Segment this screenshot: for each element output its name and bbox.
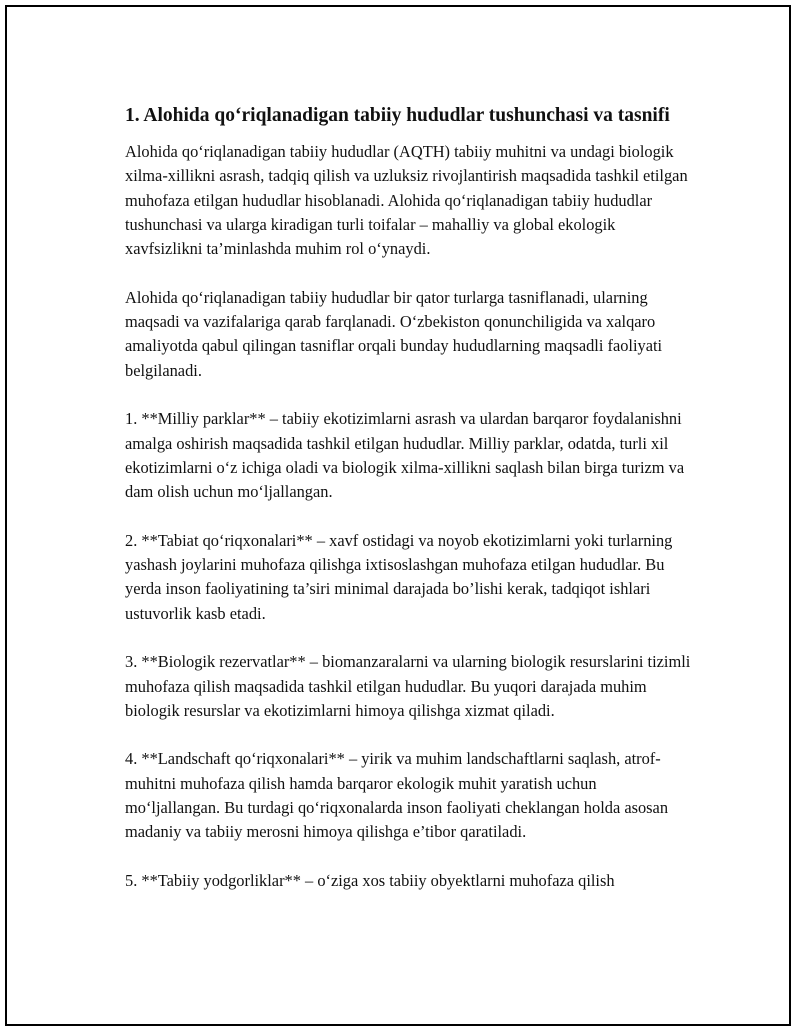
paragraph-intro: Alohida qo‘riqlanadigan tabiiy hududlar (AQTH) tabiiy muhitni va undagi biologik xilma-xillikni asrash, tadqiq qilish va uzluksiz rivojlantirish maqsadida tashkil etilgan muhofaza etilgan hududlar hisoblanadi. Alohida qo‘riqlanadigan tabiiy hududlar tushunchasi va ularga kiradigan turli toifalar – mahalliy va global ekologik xavfsizlikni ta’minlashda muhim rol o‘ynaydi. bbox=[125, 142, 688, 259]
document-body bbox=[125, 102, 695, 918]
paragraph-nature-reserves: 2. **Tabiat qo‘riqxonalari** – xavf ostidagi va noyob ekotizimlarni yoki turlarning yashash joylarini muhofaza qilishga ixtisoslashgan muhofaza etilgan hududlar. Bu yerda inson faoliyatining ta’siri minimal darajada bo’lishi kerak, tadqiqot ishlari ustuvorlik kasb etadi. bbox=[125, 530, 673, 623]
paragraph-classification: Alohida qo‘riqlanadigan tabiiy hududlar bir qator turlarga tasniflanadi, ularning maqsadi va vazifalariga qarab farqlanadi. O‘zbekiston qonunchiligida va xalqaro amaliyotda qabul qilingan tasniflar orqali bunday hududlarning maqsadli faoliyati belgilanadi. bbox=[125, 287, 663, 380]
paragraph-national-parks: 1. **Milliy parklar** – tabiiy ekotizimlarni asrash va ulardan barqaror foydalanishni amalga oshirish maqsadida tashkil etilgan hududlar. Milliy parklar, odatda, turli xil ekotizimlarni o‘z ichiga oladi va biologik xilma-xillikni saqlash bilan birga turizm va dam olish uchun mo‘ljallangan. bbox=[125, 409, 685, 502]
page-frame bbox=[5, 5, 791, 1026]
section-heading: 1. Alohida qo‘riqlanadigan tabiiy hududlar tushunchasi va tasnifi bbox=[125, 105, 670, 126]
paragraph-biological-reserves: 3. **Biologik rezervatlar** – biomanzaralarni va ularning biologik resurslarini tizimli muhofaza qilish maqsadida tashkil etilgan hududlar. Bu yuqori darajada muhim biologik resurslar va ekotizimlarni himoya qilishga xizmat qiladi. bbox=[125, 652, 691, 720]
paragraph-landscape-reserves: 4. **Landschaft qo‘riqxonalari** – yirik va muhim landschaftlarni saqlash, atrof-muhitni muhofaza qilish hamda barqaror ekologik muhit yaratish uchun mo‘ljallangan. Bu turdagi qo‘riqxonalarda inson faoliyati cheklangan holda asosan madaniy va tabiiy merosni himoya qilishga e’tibor qaratiladi. bbox=[125, 749, 669, 842]
paragraph-natural-monuments: 5. **Tabiiy yodgorliklar** – o‘ziga xos tabiiy obyektlarni muhofaza qilish bbox=[125, 870, 615, 890]
